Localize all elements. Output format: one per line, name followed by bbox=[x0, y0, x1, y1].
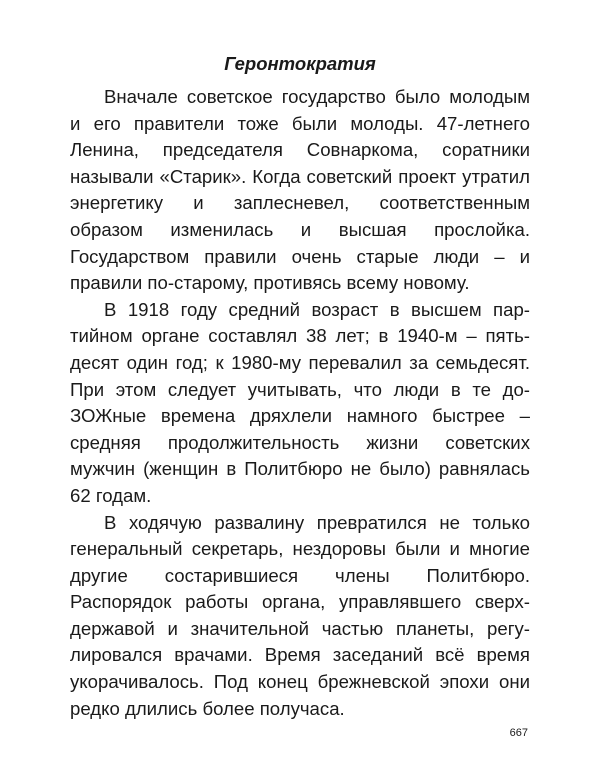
paragraph-2: В 1918 году средний возраст в высшем партийном органе составлял 38 лет; в 1940-м – пятьдесят один год; к 1980-му перевалил за семьдесят. При этом следует учитывать, что люди в те до-ЗОЖные времена дряхлели намного быстрее – средняя продолжительность жизни советских мужчин (женщин в Политбюро не было) равнялась 62 годам. bbox=[70, 298, 530, 506]
chapter-title: Геронтократия bbox=[224, 53, 376, 74]
paragraph-3: В ходячую развалину превратился не только генеральный секретарь, нездоровы были и многие другие состарившиеся члены Политбюро. Распорядок работы органа, управлявшего сверхдержавой и значительной частью планеты, регулировался врачами. Время заседаний всё время укорачивалось. Под конец брежневской эпохи они редко длились более получаса. bbox=[70, 511, 530, 719]
paragraph-1: Вначале советское государство было молодым и его правители тоже были молоды. 47-летнего Ленина, председателя Совнаркома, соратники называли «Старик». Когда советский проект утратил энергетику и заплесневел, соответственным образом изменилась и высшая прослойка. Государством правили очень старые люди – и правили по-старому, противясь всему новому. bbox=[70, 86, 530, 294]
page-content bbox=[70, 50, 530, 722]
page-number: 667 bbox=[509, 727, 528, 739]
